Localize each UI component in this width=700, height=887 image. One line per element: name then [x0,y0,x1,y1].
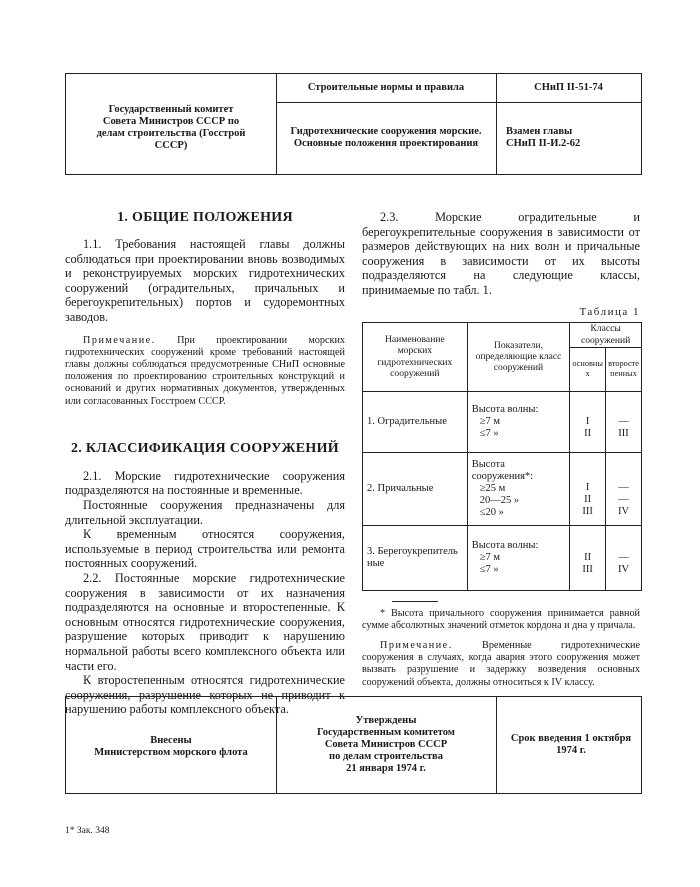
row1-main-1: I [585,415,590,427]
row2-sec-2: — [618,493,629,505]
document-title-line2: Основные положения проектирования [293,138,479,149]
section1-note [65,335,345,408]
row1-indicator-line1: ≥7 м [479,415,500,427]
row2-indicator-line2: 20—25 » [479,494,520,506]
clause-2-1-temporary: К временным относятся сооружения, используемые в период строительства или ремонта постоянных сооружений. [65,527,345,571]
table-note [362,640,640,689]
row1-indicator-line2: ≤7 » [479,427,499,439]
row2-indicator-line1: ≥25 м [479,482,506,494]
approved-by [281,715,491,775]
clause-2-3: 2.3. Морские оградительные и берегоукрепительные сооружения в зависимости от размеров действующих на них волн и причальные сооружения в зависимости от их высоты подразделяются на следующие классы, принимаемые по табл. 1. [362,210,640,297]
row3-indicator-line2: ≤7 » [479,563,499,575]
table-header-structures: Наименование морских гидротехнических сооружений [363,322,468,391]
clause-2-1: 2.1. Морские гидротехнические сооружения подразделяются на постоянные и временные. [65,468,345,498]
right-column [362,210,640,689]
submitted-line2: Министерством морского флота [94,747,248,758]
effective-line2: 1974 г. [556,745,586,756]
note-text: При проектировании морских гидротехнических сооружений кроме требований настоящей главы должны соблюдаться предусмотренные СНиП основные положения по проектированию строительных конструкций и оснований и других нормативных документов, утвержденных или согласованных Госстроем СССР. [65,334,345,407]
row1-indicator [467,391,570,452]
section2-heading: 2. КЛАССИФИКАЦИЯ СООРУЖЕНИЙ [71,440,339,456]
approved-line3: Совета Министров СССР [324,739,448,750]
row3-indicator-title: Высота волны: [471,539,539,551]
submitted-line1: Внесены [150,735,192,746]
row3-sec-2: IV [618,563,630,575]
row2-main-class [570,452,606,525]
approved-line1: Утверждены [355,715,417,726]
row2-sec-3: IV [618,505,630,517]
document-title [276,126,496,150]
row3-sec-1: — [618,551,629,563]
document-title-line1: Гидротехнические сооружения морские. [290,126,482,137]
document-footer [65,696,642,794]
print-mark: 1* Зак. 348 [65,826,110,836]
document-code: СНиП II-51-74 [534,82,603,93]
row1-secondary-class [606,391,642,452]
row2-indicator-title: Высота сооружения*: [471,458,534,482]
table-note-text: Временные гидротехнические сооружения в случаях, когда авария этого сооружения может вызвать разрушение и задержку возведения основных сооружений объекта, должны относиться к IV классу. [362,639,641,688]
row3-main-2: III [582,563,593,575]
row2-main-2: II [584,493,592,505]
table-caption: Таблица 1 [579,305,640,318]
table-row [363,525,642,590]
table-row [363,452,642,525]
replaces-line2: СНиП II-И.2-62 [506,138,581,149]
row3-name: 3. Берегоукрепительные [363,525,468,590]
section1-heading: 1. ОБЩИЕ ПОЛОЖЕНИЯ [117,210,293,225]
row3-indicator-line1: ≥7 м [479,551,500,563]
clause-2-1-permanent: Постоянные сооружения предназначены для длительной эксплуатации. [65,497,345,527]
replaces-note [506,126,616,150]
clause-1-1: 1.1. Требования настоящей главы должны соблюдаться при проектировании вновь возводимых и реконструируемых морских гидротехнических сооружений (оградительных, причальных и берегоукрепительных) портов и судоремонтных заводов. [65,237,345,324]
row2-secondary-class [606,452,642,525]
row2-main-1: I [585,481,590,493]
row3-main-1: II [584,551,592,563]
issuing-authority: Государственный комитет Совета Министров СССР по делам строительства (Госстрой СССР) [96,104,246,151]
approved-line5: 21 января 1974 г. [346,763,426,774]
table-header-indicators: Показатели, определяющие класс сооружений [467,322,570,391]
clause-2-2: 2.2. Постоянные морские гидротехнические сооружения в зависимости от их назначения подразделяются на основные и второстепенные. К основным относятся гидротехнические сооружения, разрушение которых приводит к нарушению нормальной работы всего комплексного объекта или части его. [65,570,345,673]
clause-2-2-secondary: К второстепенным относятся гидротехнические сооружения, разрушение которых не приводит к нарушению работы комплексного объекта. [65,673,345,717]
row2-indicator-line3: ≤20 » [479,506,504,518]
table-footnote: * Высота причального сооружения принимается равной сумме абсолютных значений отметок кордона и дна у причала. [362,607,640,631]
effective-date [501,733,641,757]
footnote-divider [392,601,438,602]
table-row [363,391,642,452]
document-header [65,73,642,175]
table-header-main: основных [570,347,606,391]
row1-sec-2: III [618,427,629,439]
row3-main-class [570,525,606,590]
row1-name: 1. Оградительные [363,391,468,452]
submitted-by [76,735,266,759]
replaces-line1: Взамен главы [506,126,573,137]
row2-sec-1: — [618,481,629,493]
table-note-label: Примечание. [380,639,453,651]
row2-indicator [467,452,570,525]
effective-line1: Срок введения 1 октября [510,733,632,744]
row1-main-class [570,391,606,452]
approved-line4: по делам строительства [329,751,443,762]
classification-table [362,322,642,591]
row3-indicator [467,525,570,590]
row2-main-3: III [582,505,593,517]
document-series: Строительные нормы и правила [307,82,465,93]
left-column [65,210,345,717]
note-label: Примечание. [83,334,156,346]
row1-main-2: II [584,427,592,439]
row1-sec-1: — [618,415,629,427]
row2-name: 2. Причальные [363,452,468,525]
table-header-secondary: второстепенных [606,347,642,391]
approved-line2: Государственным комитетом [317,727,455,738]
table-header-classes: Классы сооружений [570,322,642,347]
row3-secondary-class [606,525,642,590]
row1-indicator-title: Высота волны: [471,403,539,415]
